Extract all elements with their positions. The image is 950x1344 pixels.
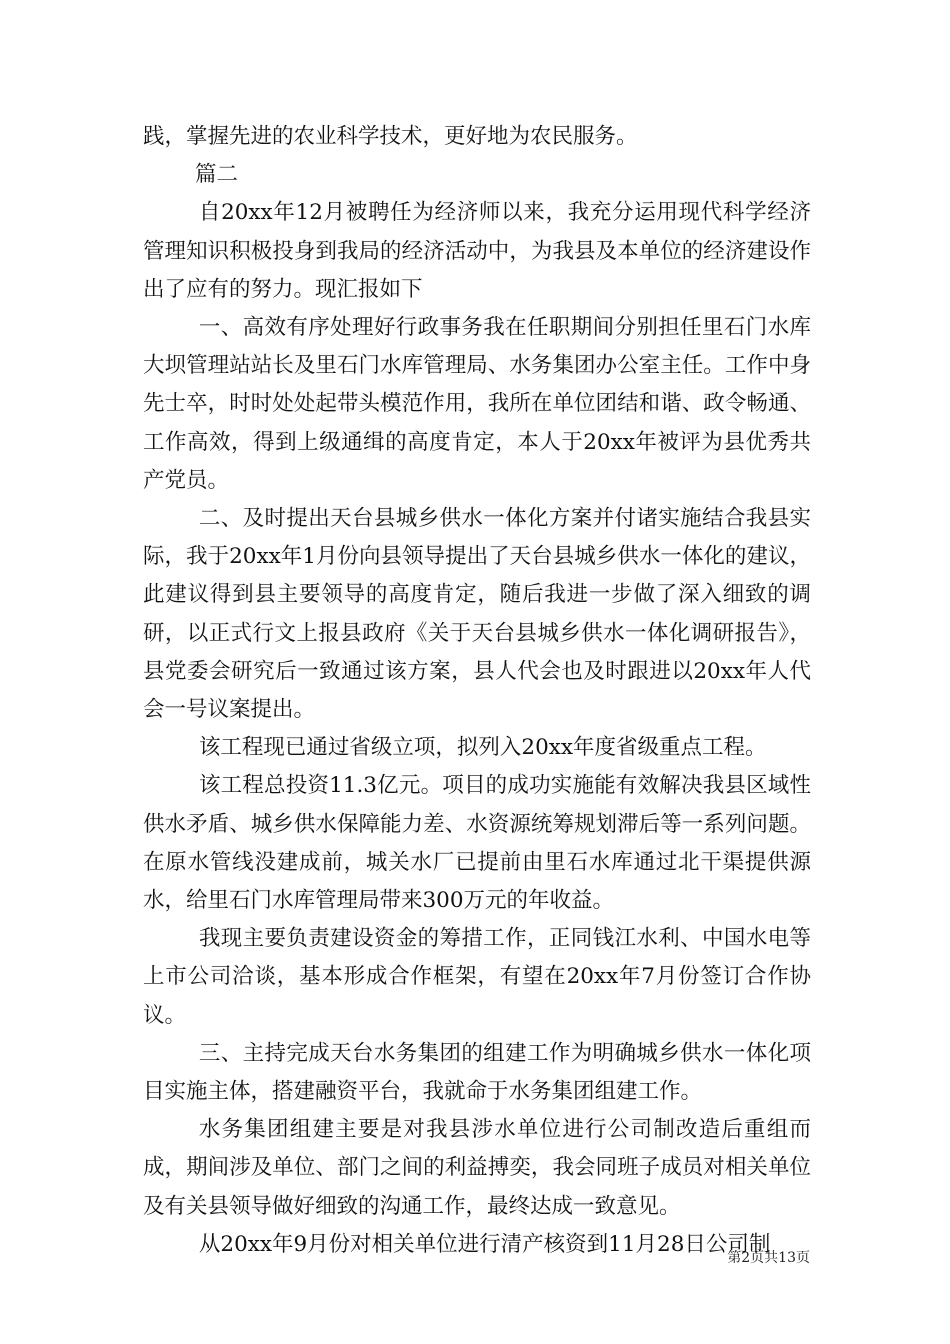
paragraph-section-one: 一、高效有序处理好行政事务我在任职期间分别担任里石门水库大坝管理站站长及里石门水库管理局、水务集团办公室主任。工作中身先士卒，时时处处起带头模范作用，我所在单位团结和谐、政令畅通、工作高效，得到上级通缉的高度肯定，本人于20xx年被评为县优秀共产党员。 <box>143 315 811 493</box>
paragraph-section-two: 二、及时提出天台县城乡供水一体化方案并付诸实施结合我县实际，我于20xx年1月份向县领导提出了天台县城乡供水一体化的建议，此建议得到县主要领导的高度肯定，随后我进一步做了深入细致的调研，以正式行文上报县政府《关于天台县城乡供水一体化调研报告》，县党委会研究后一致通过该方案，县人代会也及时跟进以20xx年人代会一号议案提出。 <box>143 506 811 723</box>
paragraph-funding: 我现主要负责建设资金的筹措工作，正同钱江水利、中国水电等上市公司洽谈，基本形成合作框架，有望在20xx年7月份签订合作协议。 <box>143 926 811 1028</box>
page-number: 第2页共13页 <box>727 1250 810 1266</box>
paragraph-investment: 该工程总投资11.3亿元。项目的成功实施能有效解决我县区域性供水矛盾、城乡供水保障能力差、水资源统筹规划滞后等一系列问题。在原水管线没建成前，城关水厂已提前由里石水库通过北干渠提供源水，给里石门水库管理局带来300万元的年收益。 <box>143 773 811 914</box>
paragraph-project-approval: 该工程现已通过省级立项，拟列入20xx年度省级重点工程。 <box>198 735 767 761</box>
paragraph-continuation: 践，掌握先进的农业科学技术，更好地为农民服务。 <box>143 124 638 149</box>
paragraph-group-formation: 水务集团组建主要是对我县涉水单位进行公司制改造后重组而成，期间涉及单位、部门之间的利益搏奕，我会同班子成员对相关单位及有关县领导做好细致的沟通工作，最终达成一致意见。 <box>143 1117 811 1219</box>
document-body <box>143 118 811 1264</box>
paragraph-section-three: 三、主持完成天台水务集团的组建工作为明确城乡供水一体化项目实施主体，搭建融资平台，我就命于水务集团组建工作。 <box>143 1040 811 1105</box>
section-heading: 篇二 <box>195 162 239 188</box>
paragraph-intro: 自20xx年12月被聘任为经济师以来，我充分运用现代科学经济管理知识积极投身到我局的经济活动中，为我县及本单位的经济建设作出了应有的努力。现汇报如下 <box>143 200 811 302</box>
paragraph-timeline: 从20xx年9月份对相关单位进行清产核资到11月28日公司制 <box>198 1231 771 1257</box>
